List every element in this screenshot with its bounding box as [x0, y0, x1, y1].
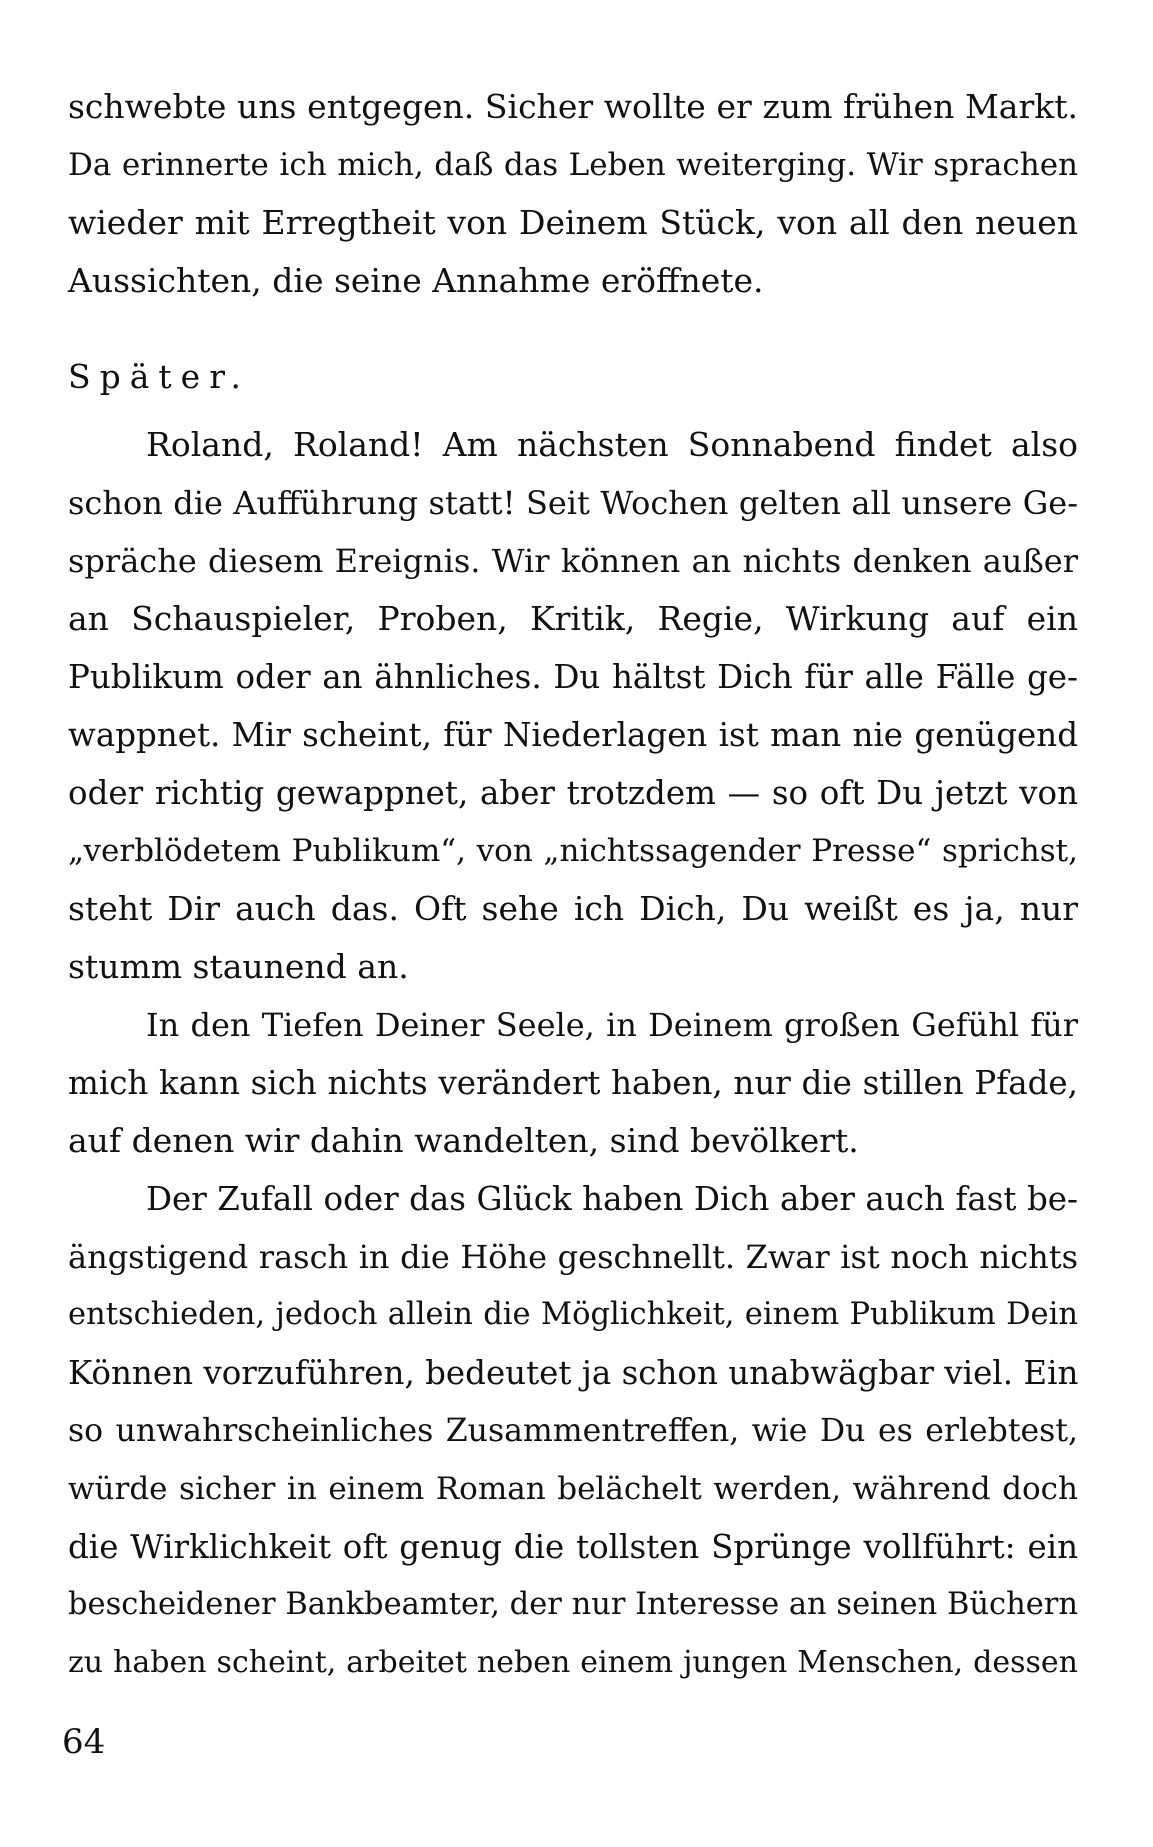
text-line: Publikum oder an ähnliches. Du hältst Dich für alle Fälle ge- [68, 658, 1078, 696]
text-line: bescheidener Bankbeamter, der nur Interesse an seinen Büchern [68, 1587, 1078, 1622]
text-line: wieder mit Erregtheit von Deinem Stück, von all den neuen [68, 203, 1078, 242]
section-heading: Später. [68, 357, 250, 396]
text-line: die Wirklichkeit oft genug die tollsten Sprünge vollführt: ein [68, 1528, 1078, 1566]
page-number: 64 [62, 1722, 106, 1762]
text-line: an Schauspieler, Proben, Kritik, Regie, Wirkung auf ein [68, 599, 1078, 638]
text-line: Aussichten, die seine Annahme eröffnete. [68, 261, 764, 300]
text-line: spräche diesem Ereignis. Wir können an nichts denken außer [68, 542, 1078, 580]
paragraph-2 [68, 996, 1078, 1170]
text-line: würde sicher in einem Roman belächelt werden, während doch [68, 1471, 1078, 1507]
text-line: Da erinnerte ich mich, daß das Leben weiterging. Wir sprachen [68, 147, 1078, 183]
intro-text [68, 78, 1078, 310]
paragraph-3 [68, 1170, 1078, 1692]
text-line: Roland, Roland! Am nächsten Sonnabend findet also [146, 425, 1078, 464]
text-line: „verblödetem Publikum“, von „nichtssagender Presse“ sprichst, [68, 833, 1078, 869]
text-line: stumm staunend an. [68, 947, 409, 986]
text-line: In den Tiefen Deiner Seele, in Deinem großen Gefühl für [146, 1006, 1078, 1044]
text-line: zu haben scheint, arbeitet neben einem jungen Menschen, dessen [68, 1645, 1078, 1680]
text-line: schon die Aufführung statt! Seit Wochen gelten all unsere Ge- [68, 484, 1078, 522]
text-line: schwebte uns entgegen. Sicher wollte er zum frühen Markt. [68, 87, 1078, 126]
text-line: Können vorzuführen, bedeutet ja schon unabwägbar viel. Ein [68, 1354, 1079, 1392]
text-line: entschieden, jedoch allein die Möglichkeit, einem Publikum Dein [68, 1297, 1078, 1332]
text-line: steht Dir auch das. Oft sehe ich Dich, Du weißt es ja, nur [68, 889, 1078, 928]
text-line: Der Zufall oder das Glück haben Dich aber auch fast be- [146, 1180, 1078, 1218]
text-line: wappnet. Mir scheint, für Niederlagen ist man nie genügend [68, 716, 1078, 754]
text-line: oder richtig gewappnet, aber trotzdem — so oft Du jetzt von [68, 774, 1078, 812]
paragraph-1 [68, 416, 1078, 996]
text-line: ängstigend rasch in die Höhe geschnellt. Zwar ist noch nichts [68, 1238, 1078, 1276]
text-line: mich kann sich nichts verändert haben, nur die stillen Pfade, [68, 1064, 1078, 1102]
text-line: so unwahrscheinliches Zusammentreffen, wie Du es erlebtest, [68, 1413, 1078, 1449]
text-line: auf denen wir dahin wandelten, sind bevölkert. [68, 1121, 859, 1160]
